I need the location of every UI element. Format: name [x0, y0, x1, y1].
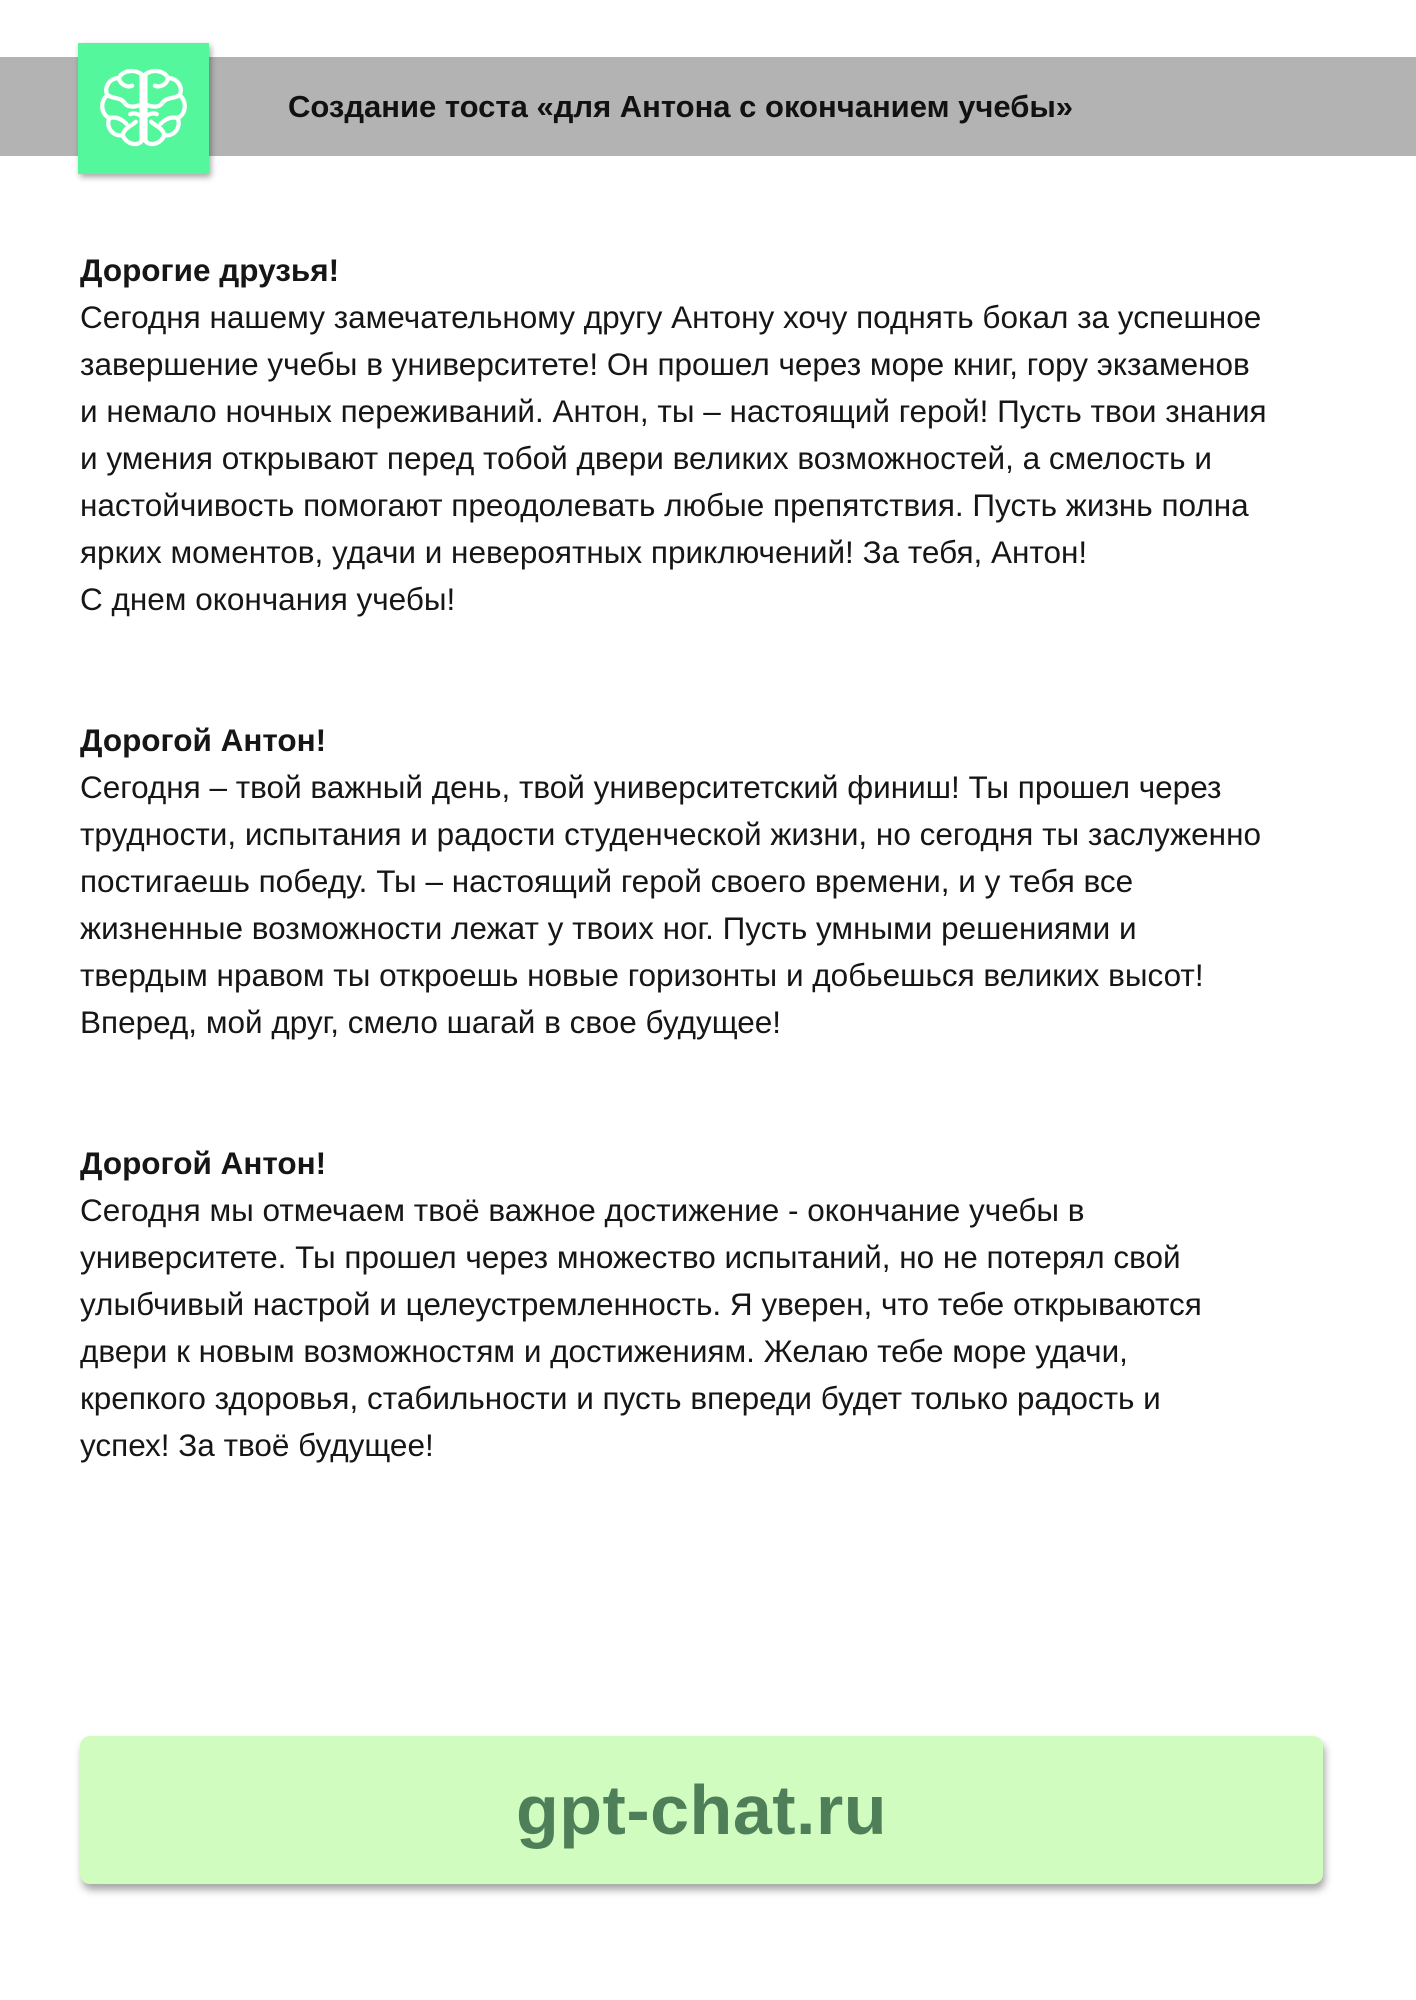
toast-line: университете. Ты прошел через множество испытаний, но не потерял свой	[80, 1239, 1181, 1275]
toast-line: жизненные возможности лежат у твоих ног. Пусть умными решениями и	[80, 910, 1137, 946]
toast-line: завершение учебы в университете! Он прошел через море книг, гору экзаменов	[80, 346, 1250, 382]
toast-line: Сегодня мы отмечаем твоё важное достижение - окончание учебы в	[80, 1192, 1085, 1228]
toast-line: и умения открывают перед тобой двери великих возможностей, а смелость и	[80, 440, 1212, 476]
toasts-content	[80, 247, 1360, 1469]
toast-line: С днем окончания учебы!	[80, 581, 456, 617]
toast-line: Вперед, мой друг, смело шагай в свое будущее!	[80, 1004, 782, 1040]
toast-line: трудности, испытания и радости студенческой жизни, но сегодня ты заслуженно	[80, 816, 1261, 852]
toast-line: улыбчивый настрой и целеустремленность. Я уверен, что тебе открываются	[80, 1286, 1202, 1322]
logo	[78, 43, 209, 174]
toast-2	[80, 717, 1360, 1046]
toast-line: Сегодня – твой важный день, твой университетский финиш! Ты прошел через	[80, 769, 1222, 805]
toast-greeting: Дорогой Антон!	[80, 1145, 327, 1181]
site-link[interactable]: gpt-chat.ru	[515, 1771, 888, 1849]
toast-line: и немало ночных переживаний. Антон, ты – настоящий герой! Пусть твои знания	[80, 393, 1267, 429]
toast-greeting: Дорогой Антон!	[80, 722, 327, 758]
toast-line: успех! За твоё будущее!	[80, 1427, 434, 1463]
toast-1	[80, 247, 1360, 623]
toast-line: твердым нравом ты откроешь новые горизонты и добьешься великих высот!	[80, 957, 1204, 993]
brain-icon	[96, 61, 191, 156]
toast-line: двери к новым возможностям и достижениям. Желаю тебе море удачи,	[80, 1333, 1128, 1369]
toast-3	[80, 1140, 1360, 1469]
toast-line: настойчивость помогают преодолевать любые препятствия. Пусть жизнь полна	[80, 487, 1249, 523]
toast-line: Сегодня нашему замечательному другу Антону хочу поднять бокал за успешное	[80, 299, 1262, 335]
toast-line: крепкого здоровья, стабильности и пусть впереди будет только радость и	[80, 1380, 1161, 1416]
toast-line: ярких моментов, удачи и невероятных приключений! За тебя, Антон!	[80, 534, 1088, 570]
toast-greeting: Дорогие друзья!	[80, 252, 340, 288]
page-title: Создание тоста «для Антона с окончанием учебы»	[288, 89, 1074, 124]
footer-site-banner[interactable]	[80, 1736, 1323, 1884]
toast-line: постигаешь победу. Ты – настоящий герой своего времени, и у тебя все	[80, 863, 1134, 899]
